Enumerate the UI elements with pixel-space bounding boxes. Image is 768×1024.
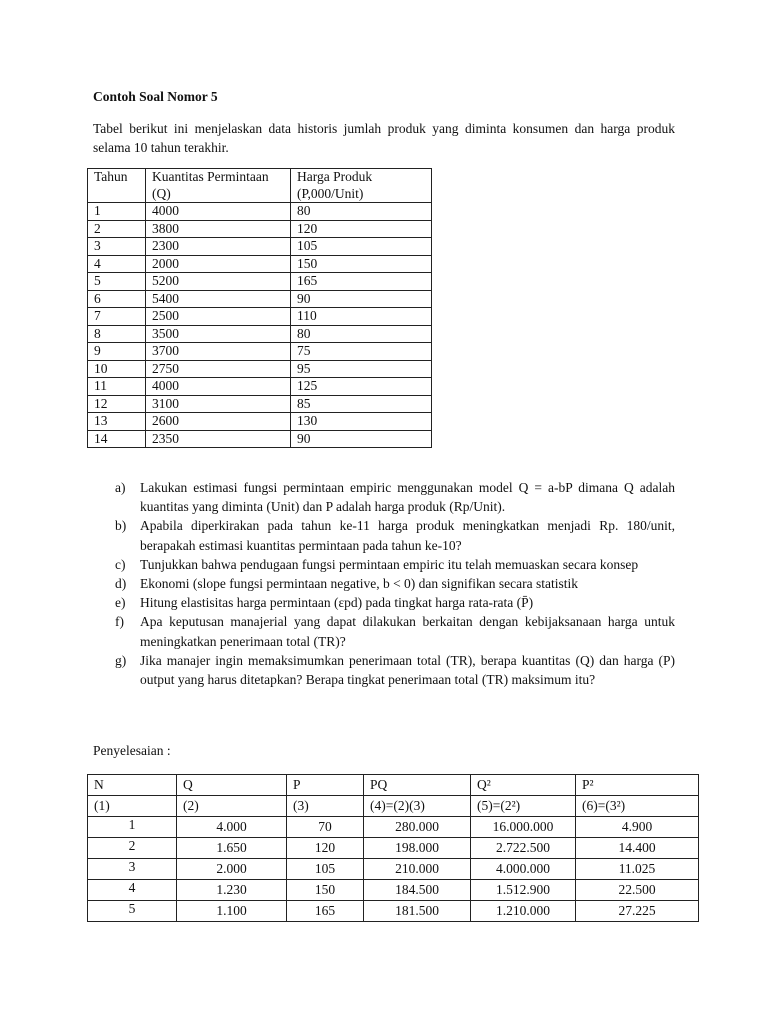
table-cell: 10	[88, 360, 146, 378]
table-cell: 2750	[146, 360, 291, 378]
table-cell: 3	[88, 238, 146, 256]
intro-paragraph: Tabel berikut ini menjelaskan data historis jumlah produk yang diminta konsumen dan harga produk selama 10 tahun terakhir.	[93, 121, 675, 155]
table-cell: 1	[88, 817, 177, 838]
table-row	[88, 859, 699, 880]
table-row	[88, 378, 432, 396]
table-cell: 2500	[146, 308, 291, 326]
question-label: g)	[115, 652, 127, 668]
table-cell: 85	[291, 395, 432, 413]
table-cell: 4000	[146, 378, 291, 396]
table-cell: 14.400	[576, 838, 699, 859]
table-cell: 165	[291, 273, 432, 291]
table-cell: 1.100	[177, 901, 287, 922]
table-cell: 2	[88, 838, 177, 859]
table-cell: 12	[88, 395, 146, 413]
header-p: P	[287, 775, 364, 796]
table-cell: 4.900	[576, 817, 699, 838]
table-cell: 4.000	[177, 817, 287, 838]
table-cell: 7	[88, 308, 146, 326]
table-cell: 1.650	[177, 838, 287, 859]
table-row	[88, 325, 432, 343]
list-item	[115, 574, 675, 593]
table-cell: 5	[88, 901, 177, 922]
question-label: d)	[115, 576, 127, 592]
table-cell: 70	[287, 817, 364, 838]
table-cell: 11.025	[576, 859, 699, 880]
table-cell: 90	[291, 430, 432, 448]
list-item	[115, 516, 675, 554]
table-row	[88, 395, 432, 413]
header-q2: Q²	[471, 775, 576, 796]
table-cell: 80	[291, 203, 432, 221]
table-row	[88, 220, 432, 238]
subheader-5: (5)=(2²)	[471, 796, 576, 817]
table-row	[88, 290, 432, 308]
table-cell: 75	[291, 343, 432, 361]
table-header-row	[88, 169, 432, 203]
table-cell: 120	[287, 838, 364, 859]
header-tahun: Tahun	[88, 169, 146, 203]
table-row	[88, 343, 432, 361]
subheader-6: (6)=(3²)	[576, 796, 699, 817]
question-text: Ekonomi (slope fungsi permintaan negative, b < 0) dan signifikan secara statistik	[140, 576, 579, 592]
page-title: Contoh Soal Nomor 5	[93, 89, 218, 104]
table-cell: 22.500	[576, 880, 699, 901]
table-row	[88, 360, 432, 378]
table-cell: 184.500	[364, 880, 471, 901]
header-n: N	[88, 775, 177, 796]
question-text: Jika manajer ingin memaksimumkan penerimaan total (TR), berapa kuantitas (Q) dan harga (P) output yang harus ditetapkan? Berapa tingkat penerimaan total (TR) maksimum itu?	[140, 652, 675, 688]
subheader-4: (4)=(2)(3)	[364, 796, 471, 817]
solution-heading: Penyelesaian :	[93, 743, 171, 758]
table-cell: 27.225	[576, 901, 699, 922]
table-cell: 4	[88, 880, 177, 901]
table-cell: 5400	[146, 290, 291, 308]
table-row	[88, 817, 699, 838]
table-cell: 3700	[146, 343, 291, 361]
header-kuantitas: Kuantitas Permintaan (Q)	[146, 169, 291, 203]
list-item	[115, 593, 675, 612]
table-row	[88, 413, 432, 431]
header-harga: Harga Produk (P,000/Unit)	[291, 169, 432, 203]
question-text: Tunjukkan bahwa pendugaan fungsi permintaan empiric itu telah memuaskan secara konsep	[140, 556, 639, 572]
table-row	[88, 238, 432, 256]
table-row	[88, 838, 699, 859]
table-cell: 210.000	[364, 859, 471, 880]
table-cell: 1.230	[177, 880, 287, 901]
solution-table	[87, 774, 699, 922]
table-row	[88, 901, 699, 922]
table-cell: 3100	[146, 395, 291, 413]
table-cell: 110	[291, 308, 432, 326]
table-row	[88, 255, 432, 273]
header-q: Q	[177, 775, 287, 796]
subheader-1: (1)	[88, 796, 177, 817]
table-cell: 14	[88, 430, 146, 448]
table-cell: 198.000	[364, 838, 471, 859]
table-cell: 2000	[146, 255, 291, 273]
question-label: c)	[115, 556, 126, 572]
table-cell: 165	[287, 901, 364, 922]
table-cell: 130	[291, 413, 432, 431]
table-cell: 3800	[146, 220, 291, 238]
table-row	[88, 273, 432, 291]
table-cell: 95	[291, 360, 432, 378]
table-cell: 150	[287, 880, 364, 901]
list-item	[115, 651, 675, 689]
table-cell: 125	[291, 378, 432, 396]
list-item	[115, 555, 675, 574]
table-cell: 120	[291, 220, 432, 238]
table-cell: 5200	[146, 273, 291, 291]
table-cell: 3500	[146, 325, 291, 343]
table-cell: 90	[291, 290, 432, 308]
table-cell: 13	[88, 413, 146, 431]
table-row	[88, 430, 432, 448]
question-text: Lakukan estimasi fungsi permintaan empiric menggunakan model Q = a-bP dimana Q adalah kuantitas yang diminta (Unit) dan P adalah harga produk (Rp/Unit).	[140, 480, 675, 515]
solution-subheader-row	[88, 796, 699, 817]
question-label: f)	[115, 614, 124, 630]
table-cell: 1.512.900	[471, 880, 576, 901]
subheader-2: (2)	[177, 796, 287, 817]
table-cell: 2	[88, 220, 146, 238]
table-cell: 181.500	[364, 901, 471, 922]
table-cell: 105	[291, 238, 432, 256]
table-cell: 2350	[146, 430, 291, 448]
question-text: Apa keputusan manajerial yang dapat dilakukan berkaitan dengan kebijaksanaan harga untuk meningkatkan penerimaan total (TR)?	[140, 614, 675, 649]
list-item	[115, 478, 675, 516]
table-cell: 80	[291, 325, 432, 343]
table-cell: 11	[88, 378, 146, 396]
header-pq: PQ	[364, 775, 471, 796]
question-text: Hitung elastisitas harga permintaan (εpd) pada tingkat harga rata-rata (P̄)	[140, 595, 534, 611]
table-cell: 5	[88, 273, 146, 291]
subheader-3: (3)	[287, 796, 364, 817]
table-row	[88, 308, 432, 326]
question-label: e)	[115, 595, 126, 611]
table-cell: 1	[88, 203, 146, 221]
table-cell: 4000	[146, 203, 291, 221]
table-cell: 6	[88, 290, 146, 308]
table-cell: 1.210.000	[471, 901, 576, 922]
list-item	[115, 612, 675, 650]
historical-data-table	[87, 168, 432, 448]
question-label: a)	[115, 480, 126, 495]
table-cell: 4.000.000	[471, 859, 576, 880]
question-list	[115, 478, 675, 689]
table-cell: 16.000.000	[471, 817, 576, 838]
table-cell: 105	[287, 859, 364, 880]
table-cell: 2300	[146, 238, 291, 256]
table-cell: 4	[88, 255, 146, 273]
table-cell: 2.000	[177, 859, 287, 880]
solution-header-row	[88, 775, 699, 796]
table-cell: 8	[88, 325, 146, 343]
question-text: Apabila diperkirakan pada tahun ke-11 harga produk meningkatkan menjadi Rp. 180/unit, berapakah estimasi kuantitas permintaan pada tahun ke-10?	[140, 518, 675, 553]
table-cell: 3	[88, 859, 177, 880]
table-cell: 280.000	[364, 817, 471, 838]
question-label: b)	[115, 518, 127, 534]
table-row	[88, 880, 699, 901]
table-cell: 9	[88, 343, 146, 361]
table-cell: 2600	[146, 413, 291, 431]
header-p2: P²	[576, 775, 699, 796]
table-cell: 2.722.500	[471, 838, 576, 859]
table-row	[88, 203, 432, 221]
table-cell: 150	[291, 255, 432, 273]
